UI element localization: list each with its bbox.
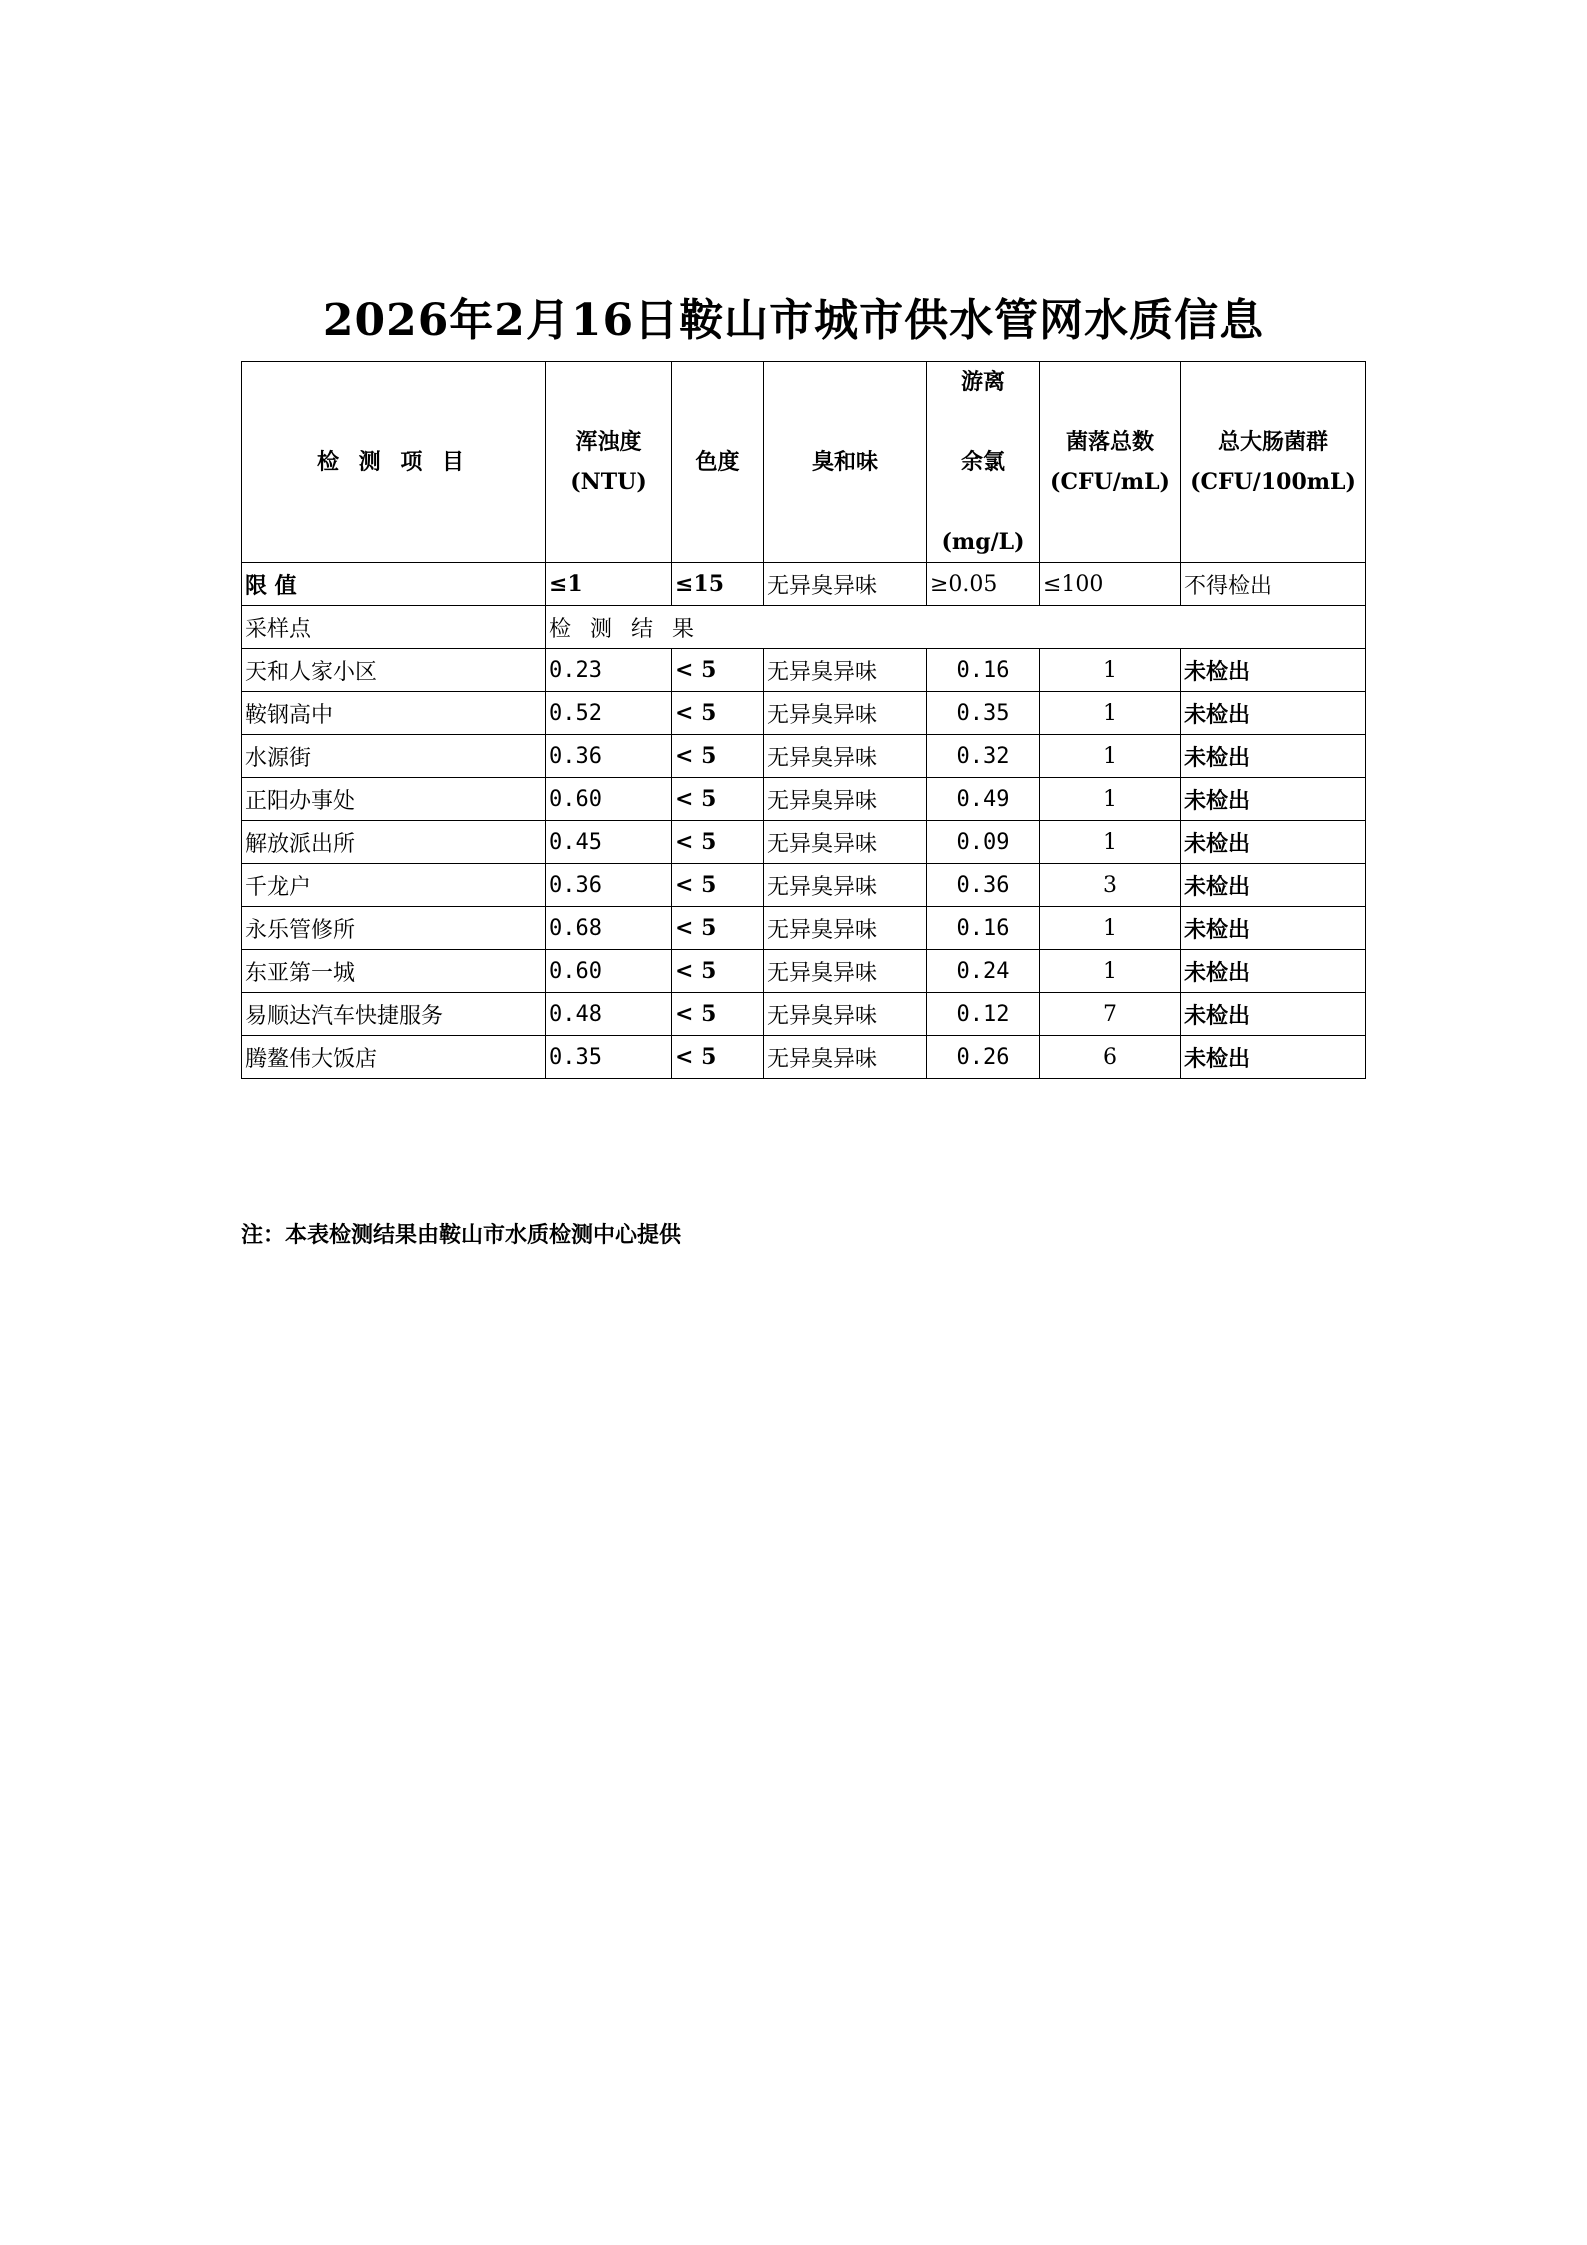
cell-color: < 5 <box>672 864 764 907</box>
cell-chlorine: 0.16 <box>927 649 1040 692</box>
cell-odor: 无异臭异味 <box>764 907 927 950</box>
header-turbidity: 浑浊度 (NTU) <box>546 362 672 563</box>
cell-site: 解放派出所 <box>242 821 546 864</box>
cell-coliform: 未检出 <box>1181 864 1366 907</box>
cell-turbidity: 0.36 <box>546 864 672 907</box>
limit-chlorine: ≥0.05 <box>927 563 1040 606</box>
cell-odor: 无异臭异味 <box>764 778 927 821</box>
cell-odor: 无异臭异味 <box>764 649 927 692</box>
cell-site: 水源街 <box>242 735 546 778</box>
cell-site: 永乐管修所 <box>242 907 546 950</box>
cell-chlorine: 0.32 <box>927 735 1040 778</box>
table-row <box>242 864 1366 907</box>
cell-bacteria: 1 <box>1040 649 1181 692</box>
cell-chlorine: 0.26 <box>927 1036 1040 1079</box>
header-coliform: 总大肠菌群 (CFU/100mL) <box>1181 362 1366 563</box>
header-chlorine: 游离 余氯 (mg/L) <box>927 362 1040 563</box>
cell-odor: 无异臭异味 <box>764 735 927 778</box>
sampling-label: 采样点 <box>242 606 546 649</box>
water-quality-table <box>241 361 1366 1079</box>
cell-turbidity: 0.36 <box>546 735 672 778</box>
header-color: 色度 <box>672 362 764 563</box>
cell-odor: 无异臭异味 <box>764 821 927 864</box>
cell-coliform: 未检出 <box>1181 993 1366 1036</box>
cell-chlorine: 0.35 <box>927 692 1040 735</box>
cell-coliform: 未检出 <box>1181 735 1366 778</box>
cell-turbidity: 0.60 <box>546 778 672 821</box>
cell-turbidity: 0.52 <box>546 692 672 735</box>
limits-row <box>242 563 1366 606</box>
cell-site: 天和人家小区 <box>242 649 546 692</box>
cell-bacteria: 1 <box>1040 821 1181 864</box>
cell-color: < 5 <box>672 692 764 735</box>
cell-color: < 5 <box>672 821 764 864</box>
cell-chlorine: 0.16 <box>927 907 1040 950</box>
cell-site: 千龙户 <box>242 864 546 907</box>
cell-site: 东亚第一城 <box>242 950 546 993</box>
cell-odor: 无异臭异味 <box>764 993 927 1036</box>
table-row <box>242 993 1366 1036</box>
cell-coliform: 未检出 <box>1181 950 1366 993</box>
cell-coliform: 未检出 <box>1181 1036 1366 1079</box>
cell-turbidity: 0.45 <box>546 821 672 864</box>
cell-site: 正阳办事处 <box>242 778 546 821</box>
cell-bacteria: 3 <box>1040 864 1181 907</box>
cell-bacteria: 6 <box>1040 1036 1181 1079</box>
header-odor: 臭和味 <box>764 362 927 563</box>
cell-color: < 5 <box>672 778 764 821</box>
page-title: 2026年2月16日鞍山市城市供水管网水质信息 <box>322 295 1265 346</box>
sampling-row <box>242 606 1366 649</box>
cell-color: < 5 <box>672 907 764 950</box>
cell-site: 易顺达汽车快捷服务 <box>242 993 546 1036</box>
cell-chlorine: 0.12 <box>927 993 1040 1036</box>
limit-bacteria: ≤100 <box>1040 563 1181 606</box>
cell-odor: 无异臭异味 <box>764 950 927 993</box>
table-row <box>242 907 1366 950</box>
cell-site: 鞍钢高中 <box>242 692 546 735</box>
cell-bacteria: 1 <box>1040 907 1181 950</box>
table-row <box>242 950 1366 993</box>
limit-coliform: 不得检出 <box>1181 563 1366 606</box>
header-bacteria: 菌落总数 (CFU/mL) <box>1040 362 1181 563</box>
footnote: 注：本表检测结果由鞍山市水质检测中心提供 <box>241 1222 682 1248</box>
cell-color: < 5 <box>672 993 764 1036</box>
cell-color: < 5 <box>672 950 764 993</box>
cell-chlorine: 0.49 <box>927 778 1040 821</box>
limit-turbidity: ≤1 <box>546 563 672 606</box>
cell-chlorine: 0.36 <box>927 864 1040 907</box>
cell-odor: 无异臭异味 <box>764 692 927 735</box>
cell-coliform: 未检出 <box>1181 821 1366 864</box>
limit-color: ≤15 <box>672 563 764 606</box>
cell-color: < 5 <box>672 1036 764 1079</box>
cell-turbidity: 0.23 <box>546 649 672 692</box>
cell-site: 腾鳌伟大饭店 <box>242 1036 546 1079</box>
cell-turbidity: 0.48 <box>546 993 672 1036</box>
cell-chlorine: 0.24 <box>927 950 1040 993</box>
cell-odor: 无异臭异味 <box>764 864 927 907</box>
cell-coliform: 未检出 <box>1181 907 1366 950</box>
table-row <box>242 649 1366 692</box>
limit-odor: 无异臭异味 <box>764 563 927 606</box>
table-row <box>242 735 1366 778</box>
table-row <box>242 692 1366 735</box>
limits-label: 限 值 <box>242 563 546 606</box>
header-item: 检 测 项 目 <box>242 362 546 563</box>
results-label: 检 测 结 果 <box>546 606 1366 649</box>
cell-turbidity: 0.35 <box>546 1036 672 1079</box>
cell-bacteria: 1 <box>1040 778 1181 821</box>
cell-bacteria: 7 <box>1040 993 1181 1036</box>
cell-bacteria: 1 <box>1040 735 1181 778</box>
cell-turbidity: 0.68 <box>546 907 672 950</box>
cell-coliform: 未检出 <box>1181 778 1366 821</box>
cell-coliform: 未检出 <box>1181 649 1366 692</box>
cell-coliform: 未检出 <box>1181 692 1366 735</box>
table-row <box>242 778 1366 821</box>
table-row <box>242 1036 1366 1079</box>
cell-chlorine: 0.09 <box>927 821 1040 864</box>
cell-turbidity: 0.60 <box>546 950 672 993</box>
cell-odor: 无异臭异味 <box>764 1036 927 1079</box>
cell-color: < 5 <box>672 649 764 692</box>
cell-color: < 5 <box>672 735 764 778</box>
cell-bacteria: 1 <box>1040 692 1181 735</box>
table-row <box>242 821 1366 864</box>
header-row <box>242 362 1366 563</box>
cell-bacteria: 1 <box>1040 950 1181 993</box>
